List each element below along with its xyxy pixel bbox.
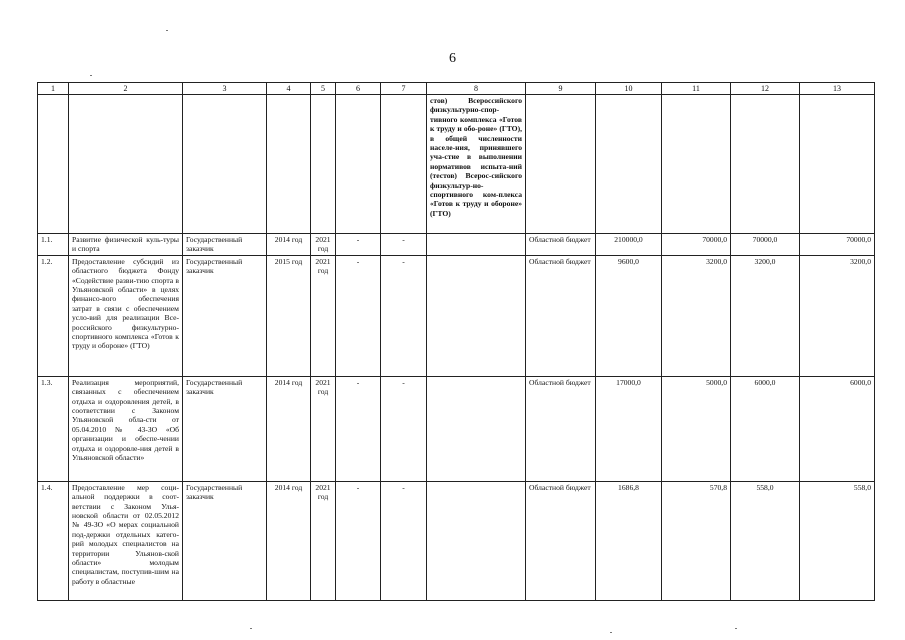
column-number: 1 (38, 83, 69, 95)
row-start: 2015 год (267, 255, 311, 376)
row-year3: 558,0 (800, 481, 875, 600)
row-start (267, 95, 311, 234)
row-year1: 5000,0 (662, 376, 731, 481)
table-row (38, 95, 875, 234)
row-start: 2014 год (267, 234, 311, 256)
row-year3: 3200,0 (800, 255, 875, 376)
page-number: 6 (449, 51, 456, 66)
row-executor: Государственный заказчик (183, 255, 267, 376)
row-indicator (427, 255, 526, 376)
row-col6: - (336, 234, 381, 256)
row-number: 1.2. (38, 255, 69, 376)
column-number: 5 (311, 83, 336, 95)
row-year1 (662, 95, 731, 234)
row-year2: 70000,0 (731, 234, 800, 256)
row-name: Реализация мероприятий, связанных с обеспечением отдыха и оздоровления детей, в соответствии с Законом Ульяновской обла-сти от 05.04.2010 № 43-ЗО «Об организации и обеспе-чении отдыха и оздоровле-ния детей в Ульяновской области» (69, 376, 183, 481)
column-number: 8 (427, 83, 526, 95)
row-year3: 70000,0 (800, 234, 875, 256)
row-source: Областной бюджет (526, 255, 596, 376)
row-total (596, 95, 662, 234)
row-col7: - (381, 376, 427, 481)
row-col6 (336, 95, 381, 234)
row-end: 2021 год (311, 481, 336, 600)
row-col7: - (381, 481, 427, 600)
column-number: 12 (731, 83, 800, 95)
row-year1: 570,8 (662, 481, 731, 600)
row-total: 210000,0 (596, 234, 662, 256)
row-indicator (427, 234, 526, 256)
row-col7: - (381, 255, 427, 376)
column-number: 6 (336, 83, 381, 95)
row-number: 1.1. (38, 234, 69, 256)
row-name: Предоставление субсидий из областного бюджета Фонду «Содействие разви-тию спорта в Ульяновской области» в целях финансо-вого обеспечения затрат в связи с обеспечением усло-вий для реализации Все-российского физкультурно-спортивного комплекса «Готов к труду и обороне» (ГТО) (69, 255, 183, 376)
row-end: 2021 год (311, 255, 336, 376)
row-start: 2014 год (267, 376, 311, 481)
row-total: 9600,0 (596, 255, 662, 376)
row-start: 2014 год (267, 481, 311, 600)
row-total: 1686,8 (596, 481, 662, 600)
row-name: Предоставление мер соци-альной поддержки в соот-ветствии с Законом Улья-новской области от 02.05.2012 № 49-ЗО «О мерах социальной под-держки отдельных катего-рий молодых специалистов на территории Ульянов-ской области» молодым специалистам, поступив-шим на работу в областные (69, 481, 183, 600)
row-year2: 3200,0 (731, 255, 800, 376)
row-executor (183, 95, 267, 234)
row-name (69, 95, 183, 234)
row-indicator (427, 376, 526, 481)
row-name: Развитие физической куль-туры и спорта (69, 234, 183, 256)
row-end: 2021 год (311, 234, 336, 256)
row-source: Областной бюджет (526, 376, 596, 481)
column-number: 10 (596, 83, 662, 95)
column-number: 13 (800, 83, 875, 95)
row-col6: - (336, 255, 381, 376)
program-table (37, 82, 875, 601)
column-number: 2 (69, 83, 183, 95)
row-number: 1.4. (38, 481, 69, 600)
row-source (526, 95, 596, 234)
row-col7 (381, 95, 427, 234)
row-source: Областной бюджет (526, 234, 596, 256)
row-year1: 3200,0 (662, 255, 731, 376)
row-executor: Государственный заказчик (183, 376, 267, 481)
scan-speck (735, 628, 737, 629)
row-year2: 558,0 (731, 481, 800, 600)
row-indicator (427, 481, 526, 600)
row-number (38, 95, 69, 234)
row-executor: Государственный заказчик (183, 481, 267, 600)
scan-speck (250, 628, 252, 629)
row-indicator: стов) Всероссийского физкультурно-спор-тивного комплекса «Готов к труду и обо-роне» (ГТО), в общей численности населе-ния, принявшего уча-стие в выполнении нормативов испыта-ний (тестов) Всерос-сийского физкультур-но-спортивного ком-плекса «Готов к труду и обороне» (ГТО) (427, 95, 526, 234)
row-total: 17000,0 (596, 376, 662, 481)
table-row (38, 376, 875, 481)
column-number: 4 (267, 83, 311, 95)
table-row (38, 234, 875, 256)
scan-speck (90, 75, 92, 76)
row-end (311, 95, 336, 234)
table-row (38, 255, 875, 376)
row-year3: 6000,0 (800, 376, 875, 481)
row-col6: - (336, 481, 381, 600)
row-year3 (800, 95, 875, 234)
row-end: 2021 год (311, 376, 336, 481)
table-row (38, 481, 875, 600)
scan-speck (610, 632, 612, 633)
column-number: 7 (381, 83, 427, 95)
column-number-row (38, 83, 875, 95)
column-number: 3 (183, 83, 267, 95)
row-year2 (731, 95, 800, 234)
row-col7: - (381, 234, 427, 256)
row-year1: 70000,0 (662, 234, 731, 256)
scan-speck (166, 30, 168, 31)
row-executor: Государственный заказчик (183, 234, 267, 256)
row-year2: 6000,0 (731, 376, 800, 481)
column-number: 11 (662, 83, 731, 95)
row-number: 1.3. (38, 376, 69, 481)
column-number: 9 (526, 83, 596, 95)
row-source: Областной бюджет (526, 481, 596, 600)
row-col6: - (336, 376, 381, 481)
